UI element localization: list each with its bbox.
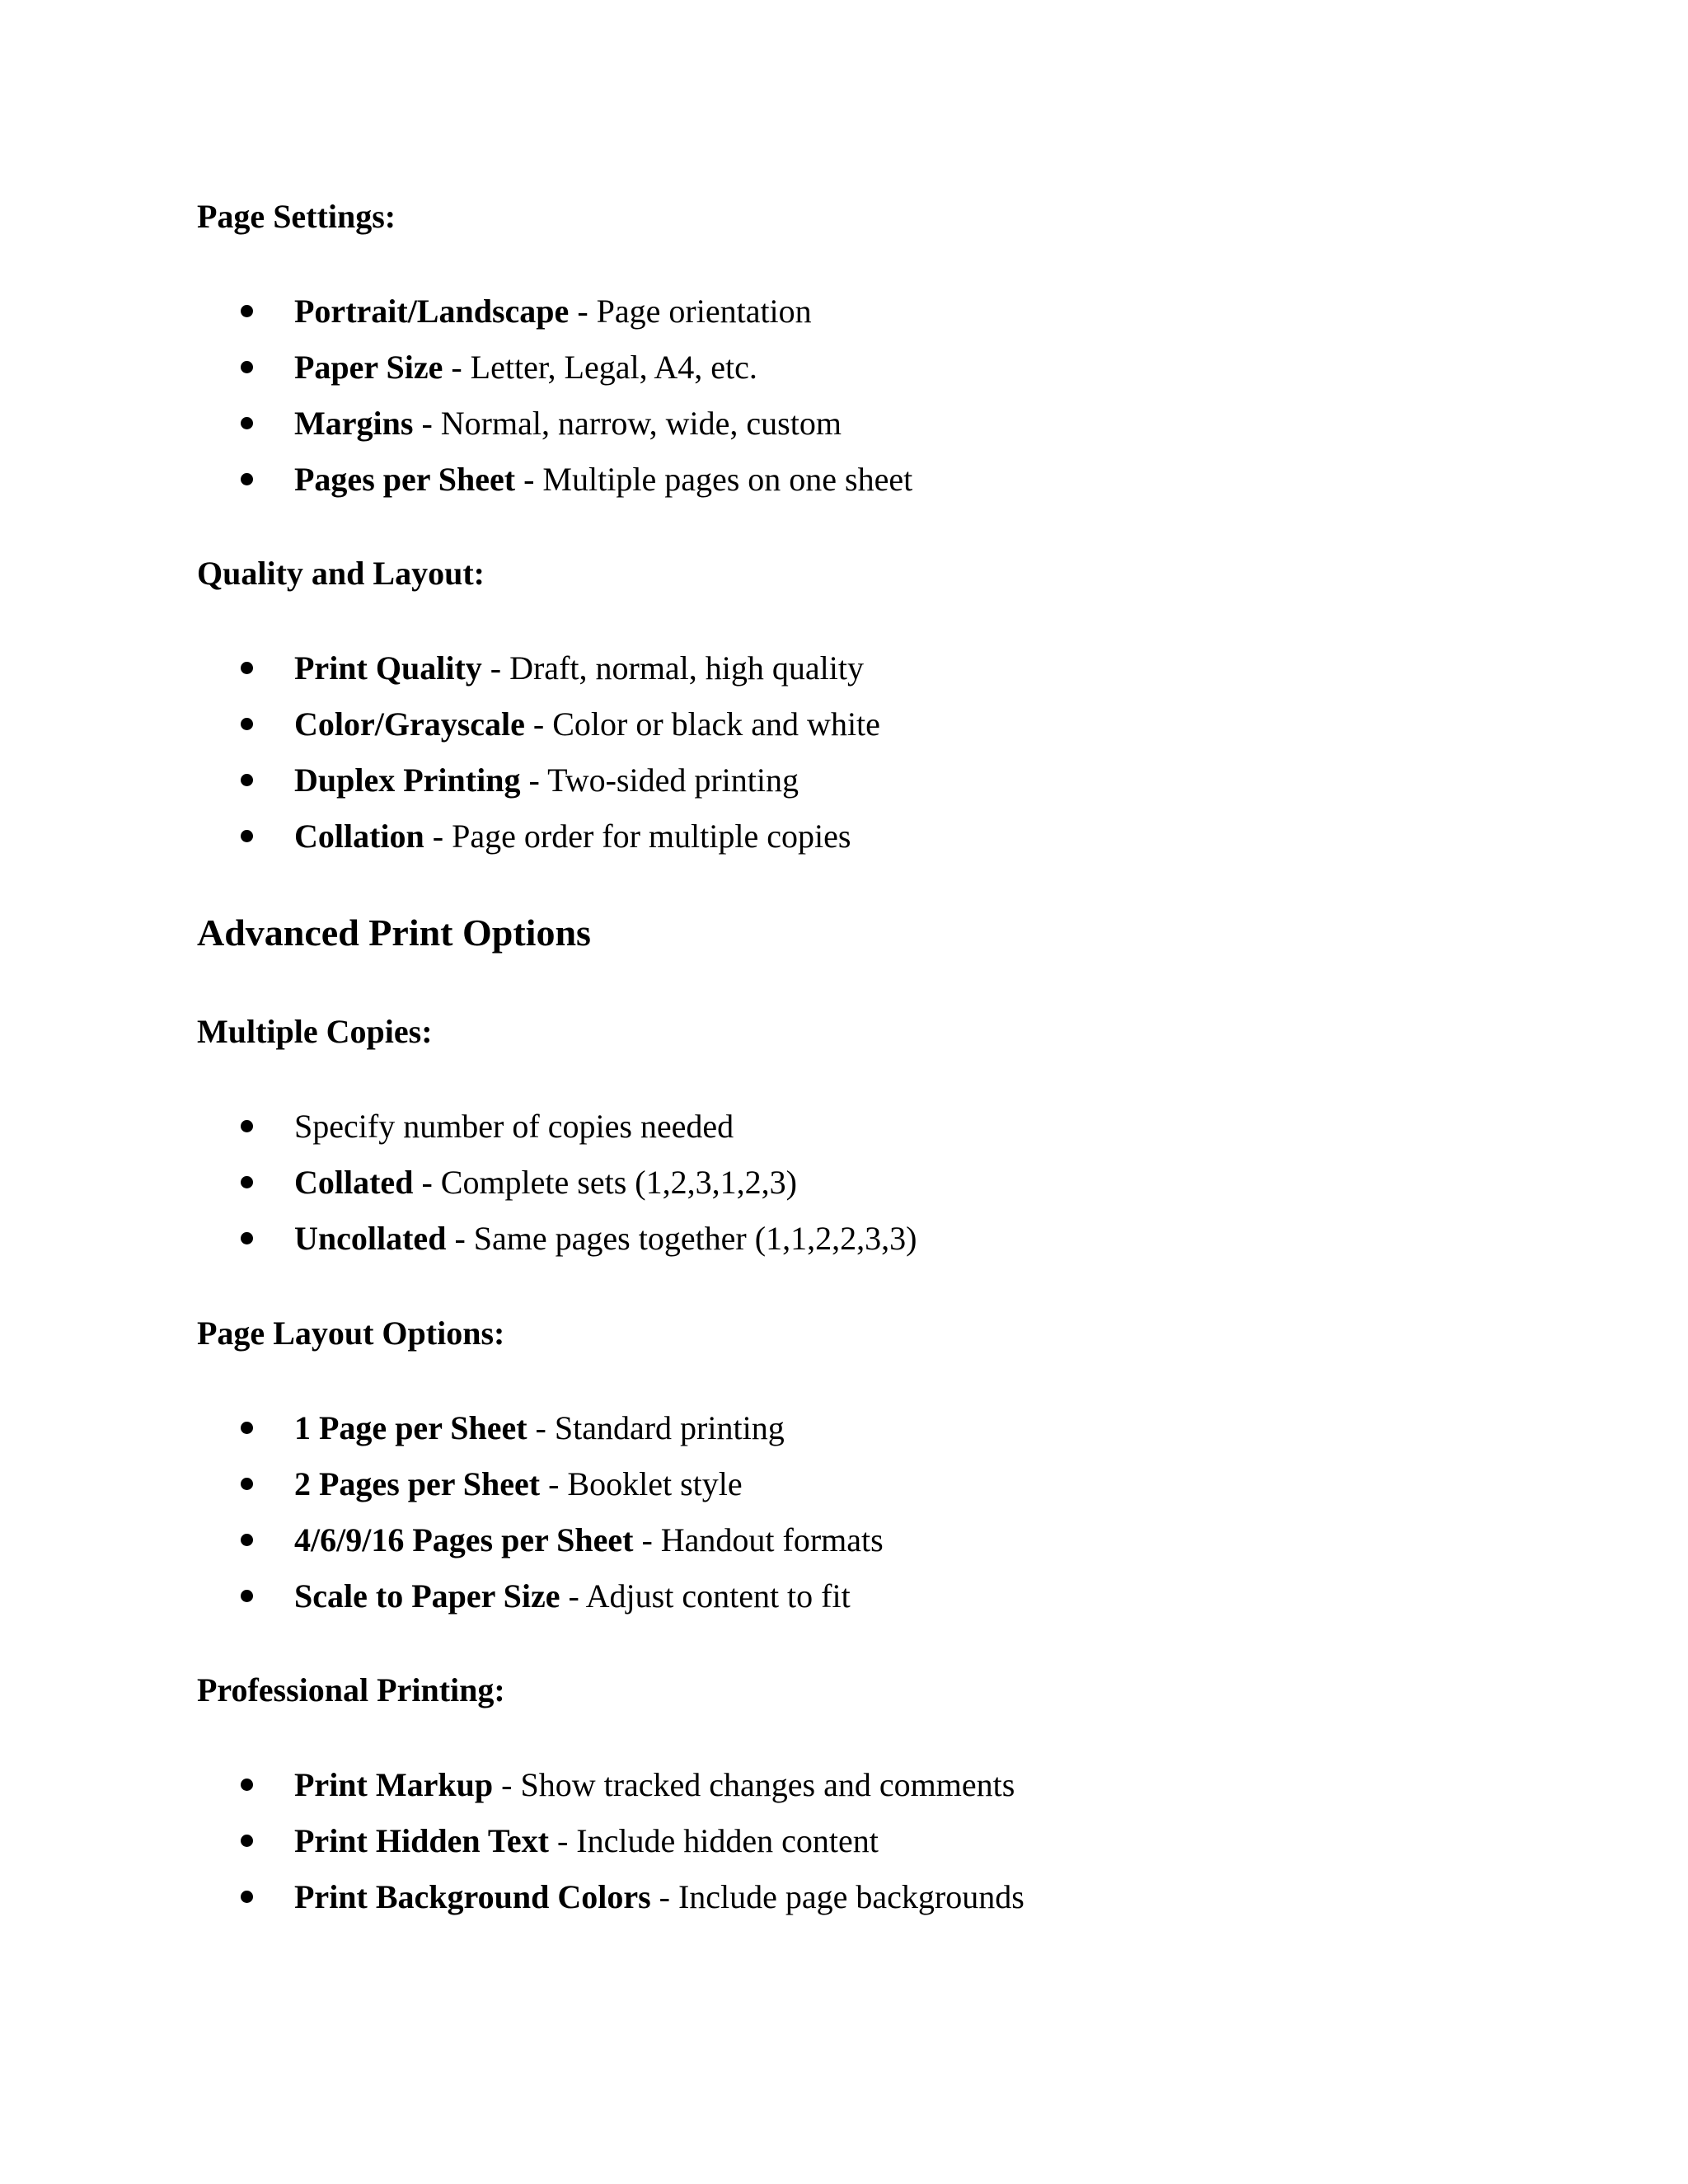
list-item-desc: - Handout formats <box>633 1521 884 1558</box>
list-item-term: 4/6/9/16 Pages per Sheet <box>294 1521 634 1558</box>
list-item-term: Pages per Sheet <box>294 461 516 498</box>
list-item <box>0 1408 1688 1449</box>
list-item <box>0 1765 1688 1806</box>
list-item-desc: - Same pages together (1,1,2,2,3,3) <box>446 1220 917 1257</box>
list-item-desc: - Two-sided printing <box>520 762 799 799</box>
list-item-desc: - Complete sets (1,2,3,1,2,3) <box>413 1164 797 1201</box>
list-item-desc: Specify number of copies needed <box>294 1108 734 1145</box>
list-item-term: Print Markup <box>294 1766 494 1803</box>
list-item-desc: - Adjust content to fit <box>560 1577 851 1615</box>
list-item-term: 1 Page per Sheet <box>294 1409 528 1446</box>
list-item-desc: - Multiple pages on one sheet <box>515 461 913 498</box>
list-item-desc: - Normal, narrow, wide, custom <box>413 405 842 442</box>
list-item-desc: - Page order for multiple copies <box>424 818 851 855</box>
bullet-icon <box>241 417 253 429</box>
list-item-text <box>294 291 812 332</box>
list-item-text <box>294 1520 884 1561</box>
bullet-icon <box>241 305 253 317</box>
list-item-term: Print Background Colors <box>294 1878 651 1915</box>
section-heading-professional-printing: Professional Printing: <box>197 1671 505 1708</box>
list-item-desc: - Include hidden content <box>548 1822 879 1859</box>
list-item-term: Duplex Printing <box>294 762 521 799</box>
list-item-term: Margins <box>294 405 414 442</box>
section-heading-quality-layout: Quality and Layout: <box>197 555 485 592</box>
list-item <box>0 291 1688 332</box>
list-item-text <box>294 1106 734 1147</box>
bullet-icon <box>241 473 253 485</box>
list-item-term: Collation <box>294 818 424 855</box>
list-item-text <box>294 459 912 500</box>
list-item <box>0 648 1688 689</box>
bullet-icon <box>241 1176 253 1188</box>
list-item-desc: - Letter, Legal, A4, etc. <box>443 349 757 386</box>
list-item-desc: - Include page backgrounds <box>650 1878 1025 1915</box>
list-item-text <box>294 1218 917 1259</box>
bullet-icon <box>241 662 253 674</box>
list-item-desc: - Draft, normal, high quality <box>481 649 865 687</box>
list-item-desc: - Show tracked changes and comments <box>493 1766 1015 1803</box>
bullet-icon <box>241 1779 253 1791</box>
bullet-icon <box>241 1891 253 1903</box>
list-item-term: Print Hidden Text <box>294 1822 549 1859</box>
bullet-icon <box>241 1835 253 1847</box>
bullet-icon <box>241 361 253 373</box>
list-item-term: Color/Grayscale <box>294 705 525 743</box>
section-heading-page-layout-options: Page Layout Options: <box>197 1315 505 1352</box>
list-item <box>0 459 1688 500</box>
list-item-text <box>294 648 864 689</box>
list-item-desc: - Page orientation <box>569 293 812 330</box>
list-item <box>0 1162 1688 1203</box>
list-item-desc: - Color or black and white <box>524 705 880 743</box>
list-item <box>0 1464 1688 1505</box>
list-item-text <box>294 347 757 388</box>
list-item-desc: - Standard printing <box>527 1409 785 1446</box>
list-item-text <box>294 760 799 801</box>
list-item-text <box>294 1162 797 1203</box>
list-item-text <box>294 403 842 444</box>
list-item-term: Portrait/Landscape <box>294 293 570 330</box>
list-item-text <box>294 1408 785 1449</box>
list-item-term: Print Quality <box>294 649 482 687</box>
list-item <box>0 704 1688 745</box>
bullet-icon <box>241 1422 253 1434</box>
list-item-text <box>294 1576 851 1617</box>
list-item <box>0 1576 1688 1617</box>
list-item <box>0 1877 1688 1918</box>
list-item-term: Collated <box>294 1164 414 1201</box>
bullet-icon <box>241 1534 253 1546</box>
list-item-text <box>294 1765 1015 1806</box>
list-item-term: 2 Pages per Sheet <box>294 1465 541 1502</box>
list-item <box>0 403 1688 444</box>
bullet-icon <box>241 1232 253 1244</box>
list-item <box>0 347 1688 388</box>
section-heading-multiple-copies: Multiple Copies: <box>197 1013 433 1050</box>
section-heading-page-settings: Page Settings: <box>197 198 396 235</box>
bullet-icon <box>241 1120 253 1132</box>
bullet-icon <box>241 718 253 730</box>
list-item <box>0 1106 1688 1147</box>
list-item-term: Paper Size <box>294 349 443 386</box>
list-item <box>0 1821 1688 1862</box>
list-item-term: Scale to Paper Size <box>294 1577 560 1615</box>
bullet-icon <box>241 1590 253 1602</box>
list-item-text <box>294 1821 879 1862</box>
list-item <box>0 1218 1688 1259</box>
list-item-text <box>294 1877 1025 1918</box>
list-item-text <box>294 704 880 745</box>
list-item-text <box>294 1464 743 1505</box>
list-item-desc: - Booklet style <box>540 1465 743 1502</box>
page-title: Advanced Print Options <box>197 912 591 954</box>
list-item-text <box>294 816 851 857</box>
list-item <box>0 1520 1688 1561</box>
bullet-icon <box>241 830 253 842</box>
list-item <box>0 760 1688 801</box>
bullet-icon <box>241 774 253 786</box>
list-item-term: Uncollated <box>294 1220 447 1257</box>
list-item <box>0 816 1688 857</box>
bullet-icon <box>241 1478 253 1490</box>
